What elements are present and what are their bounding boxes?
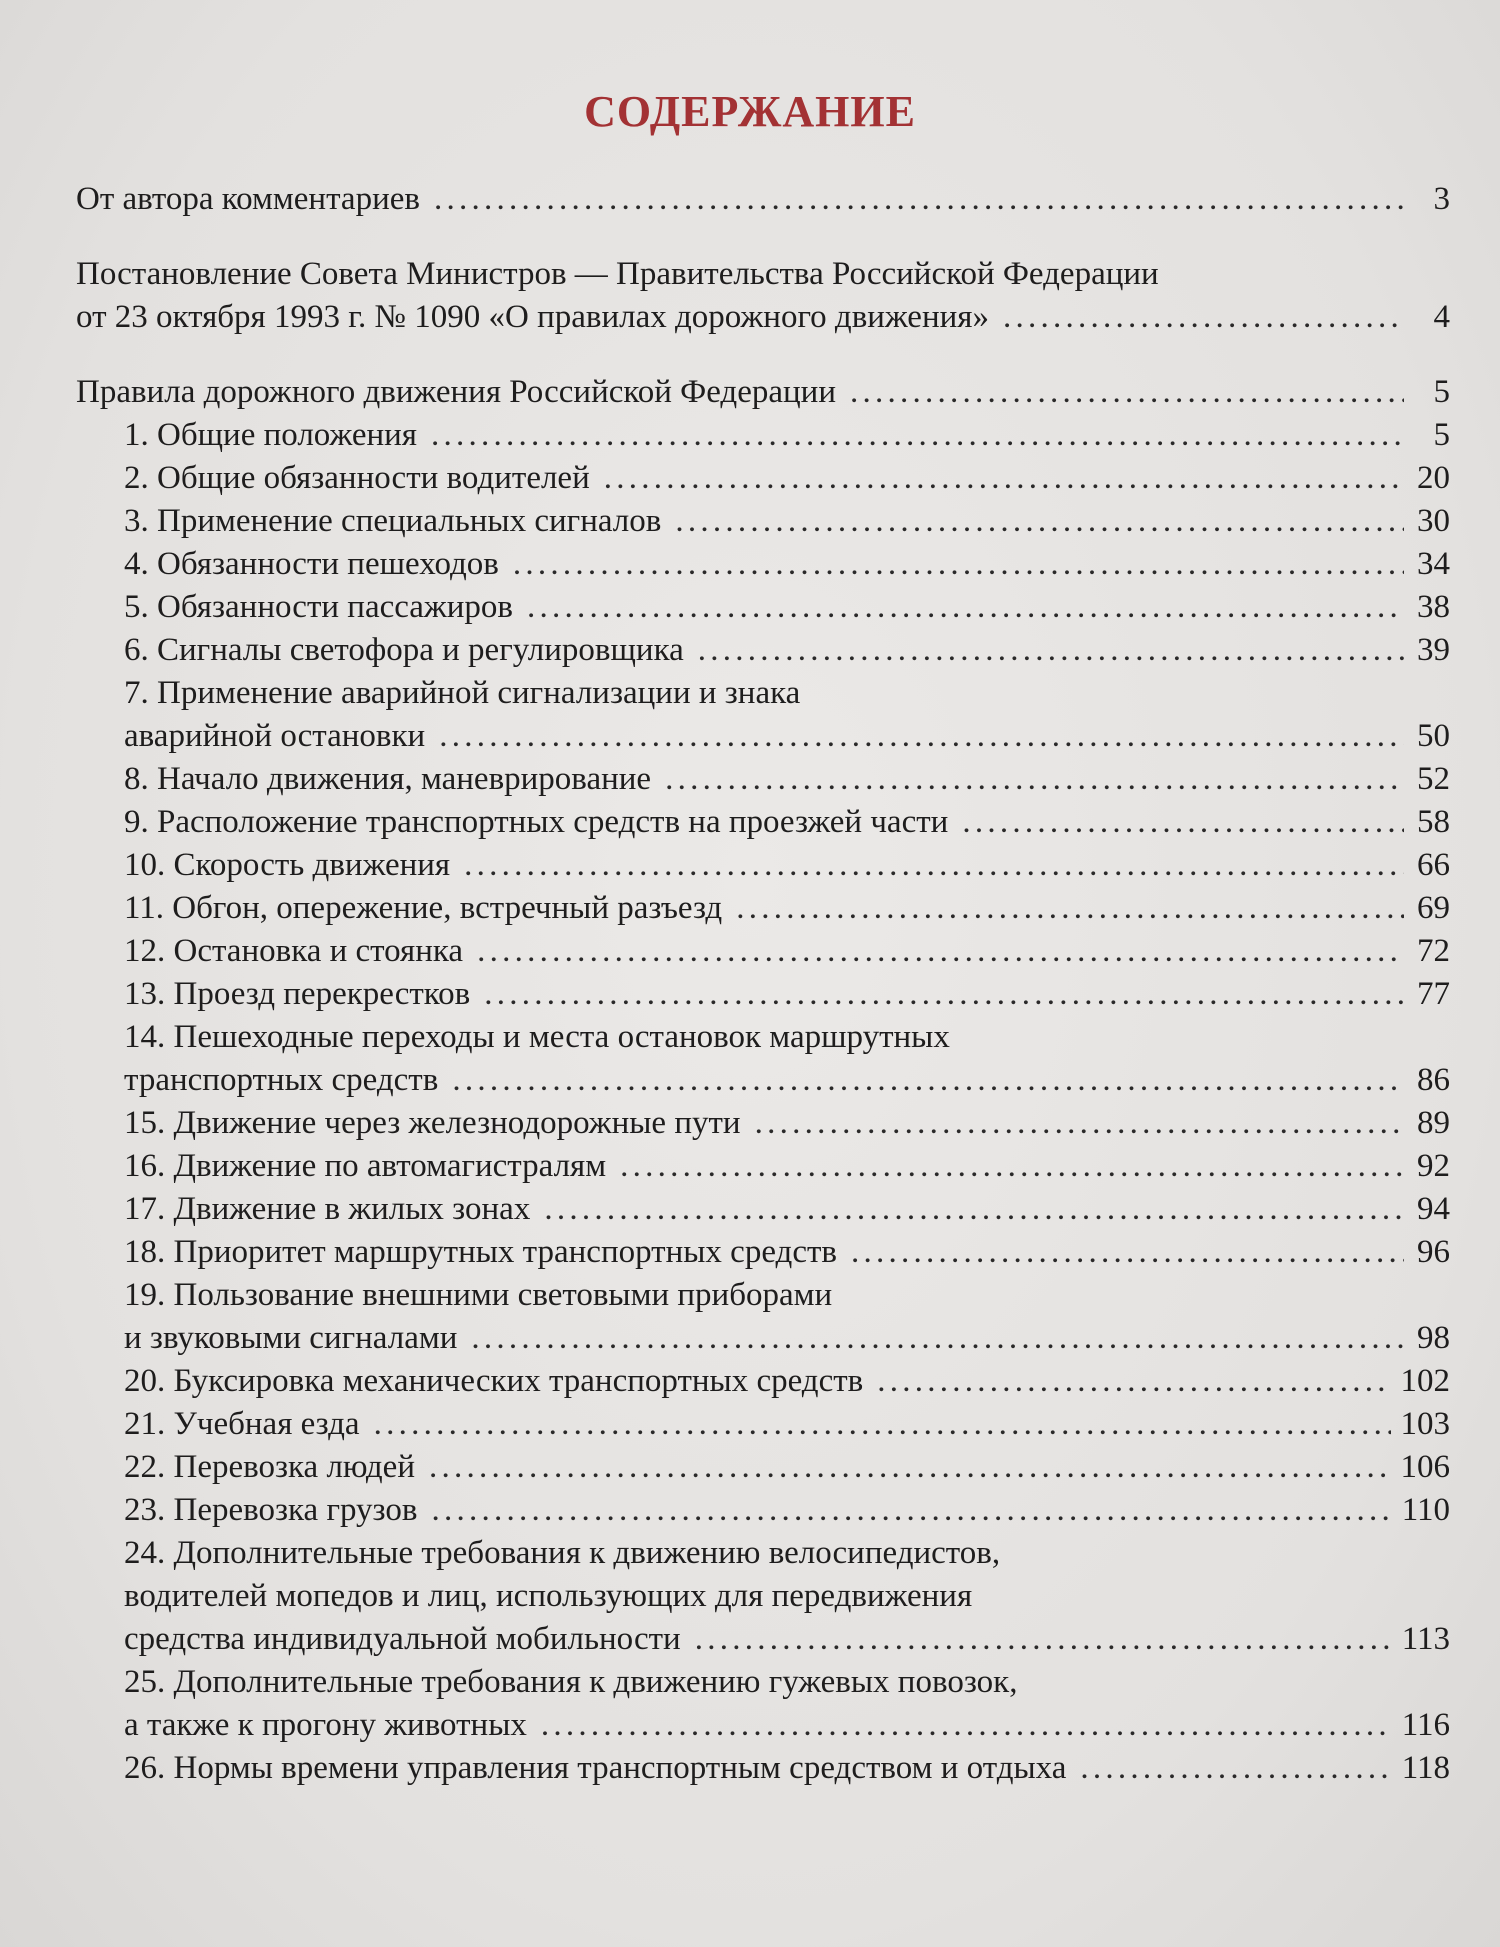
toc-entry-title-line: 24. Дополнительные требования к движению велосипедистов,: [124, 1535, 1001, 1571]
dot-leader: [434, 178, 1404, 221]
toc-entry-title-line: 26. Нормы времени управления транспортным средством и отдыха: [124, 1750, 1067, 1786]
dot-leader: [513, 543, 1404, 586]
toc-page-number: 98: [1417, 1320, 1450, 1356]
toc-page-number: 30: [1417, 503, 1450, 539]
toc-entry-title-line: 7. Применение аварийной сигнализации и знака: [124, 675, 801, 711]
contents-title: СОДЕРЖАНИЕ: [584, 87, 916, 136]
dot-leader: [851, 1231, 1404, 1274]
toc-entry-title-line: 18. Приоритет маршрутных транспортных средств: [124, 1234, 837, 1270]
dot-leader: [850, 371, 1404, 414]
toc-entry-title-line: а также к прогону животных: [124, 1707, 527, 1743]
dot-leader: [464, 844, 1404, 887]
toc-page-number: 77: [1417, 976, 1450, 1012]
toc-page-number: 89: [1417, 1105, 1450, 1141]
dot-leader: [439, 715, 1404, 758]
toc-entry-title-line: 6. Сигналы светофора и регулировщика: [124, 632, 684, 668]
toc-entry-title-line: 19. Пользование внешними световыми приборами: [124, 1277, 833, 1313]
toc-entry: [76, 371, 1450, 414]
dot-leader: [374, 1403, 1391, 1446]
toc-page-number: 69: [1417, 890, 1450, 926]
dot-leader: [604, 457, 1404, 500]
toc-entry: [76, 1102, 1450, 1145]
toc-page-number: 3: [1433, 181, 1450, 217]
toc-page-number: 34: [1417, 546, 1450, 582]
toc-entry: [76, 973, 1450, 1016]
toc-page-number: 39: [1417, 632, 1450, 668]
toc-entry: [76, 1231, 1450, 1274]
dot-leader: [471, 1317, 1404, 1360]
toc-entry: [76, 457, 1450, 500]
toc-entry-title-line: 25. Дополнительные требования к движению гужевых повозок,: [124, 1664, 1018, 1700]
toc-entry: [76, 1188, 1450, 1231]
dot-leader: [665, 758, 1404, 801]
toc-entry-title-line: 2. Общие обязанности водителей: [124, 460, 590, 496]
dot-leader: [544, 1188, 1404, 1231]
toc-page-number: 50: [1417, 718, 1450, 754]
table-of-contents: [76, 178, 1450, 1790]
toc-entry-title-line: 9. Расположение транспортных средств на проезжей части: [124, 804, 949, 840]
toc-entry-title-line: средства индивидуальной мобильности: [124, 1621, 681, 1657]
toc-page-number: 110: [1401, 1492, 1450, 1528]
toc-entry: [76, 930, 1450, 973]
toc-page-number: 116: [1401, 1707, 1450, 1743]
dot-leader: [698, 629, 1404, 672]
toc-entry-title-line: 4. Обязанности пешеходов: [124, 546, 499, 582]
toc-entry: [76, 586, 1450, 629]
dot-leader: [755, 1102, 1404, 1145]
toc-entry: [76, 801, 1450, 844]
toc-entry-title-line: 16. Движение по автомагистралям: [124, 1148, 607, 1184]
toc-entry-title-line: и звуковыми сигналами: [124, 1320, 458, 1356]
toc-page-number: 38: [1417, 589, 1450, 625]
toc-entry: [76, 1016, 1450, 1102]
toc-page-number: 86: [1417, 1062, 1450, 1098]
toc-entry-title-line: 22. Перевозка людей: [124, 1449, 415, 1485]
dot-leader: [527, 586, 1404, 629]
toc-page-number: 92: [1417, 1148, 1450, 1184]
toc-entry-title-line: транспортных средств: [124, 1062, 439, 1098]
toc-entry-title-line: От автора комментариев: [76, 181, 420, 217]
dot-leader: [1080, 1747, 1391, 1790]
toc-entry-title-line: водителей мопедов и лиц, использующих для передвижения: [124, 1578, 973, 1614]
toc-entry-title-line: от 23 октября 1993 г. № 1090 «О правилах дорожного движения»: [76, 299, 989, 335]
dot-leader: [484, 973, 1404, 1016]
toc-entry: [76, 543, 1450, 586]
toc-page-number: 5: [1433, 417, 1450, 453]
dot-leader: [477, 930, 1404, 973]
toc-page-number: 118: [1401, 1750, 1450, 1786]
toc-entry: [76, 758, 1450, 801]
toc-entry-title-line: 10. Скорость движения: [124, 847, 451, 883]
toc-entry: [76, 1274, 1450, 1360]
toc-page-number: 20: [1417, 460, 1450, 496]
dot-leader: [620, 1145, 1404, 1188]
dot-leader: [877, 1360, 1390, 1403]
toc-page-number: 5: [1433, 374, 1450, 410]
toc-page-number: 103: [1400, 1406, 1450, 1442]
toc-entry-title-line: 11. Обгон, опережение, встречный разъезд: [124, 890, 723, 926]
toc-page-number: 52: [1417, 761, 1450, 797]
toc-entry: [76, 414, 1450, 457]
toc-page-number: 4: [1433, 299, 1450, 335]
dot-leader: [1003, 296, 1404, 339]
toc-page-number: 94: [1417, 1191, 1450, 1227]
toc-entry: [76, 629, 1450, 672]
toc-entry: [76, 887, 1450, 930]
dot-leader: [431, 1489, 1391, 1532]
toc-entry-title-line: 23. Перевозка грузов: [124, 1492, 418, 1528]
dot-leader: [452, 1059, 1404, 1102]
toc-entry: [76, 672, 1450, 758]
toc-entry: [76, 1446, 1450, 1489]
toc-page-number: 102: [1400, 1363, 1450, 1399]
toc-entry-title-line: Правила дорожного движения Российской Федерации: [76, 374, 836, 410]
toc-entry: [76, 1360, 1450, 1403]
toc-entry-title-line: 1. Общие положения: [124, 417, 417, 453]
toc-entry-title-line: 13. Проезд перекрестков: [124, 976, 471, 1012]
toc-page-number: 72: [1417, 933, 1450, 969]
toc-entry-title-line: 3. Применение специальных сигналов: [124, 503, 662, 539]
toc-entry: [76, 178, 1450, 221]
toc-entry-title-line: 5. Обязанности пассажиров: [124, 589, 513, 625]
toc-entry-title-line: 17. Движение в жилых зонах: [124, 1191, 531, 1227]
toc-entry: [76, 1403, 1450, 1446]
toc-entry-title-line: Постановление Совета Министров — Правительства Российской Федерации: [76, 256, 1159, 292]
toc-page-number: 96: [1417, 1234, 1450, 1270]
toc-entry: [76, 1661, 1450, 1747]
toc-entry: [76, 500, 1450, 543]
toc-entry-title-line: 21. Учебная езда: [124, 1406, 360, 1442]
toc-entry: [76, 253, 1450, 339]
toc-entry: [76, 1145, 1450, 1188]
toc-entry-title-line: 8. Начало движения, маневрирование: [124, 761, 652, 797]
toc-entry-title-line: аварийной остановки: [124, 718, 426, 754]
toc-entry-title-line: 15. Движение через железнодорожные пути: [124, 1105, 741, 1141]
toc-entry: [76, 844, 1450, 887]
toc-page-number: 66: [1417, 847, 1450, 883]
toc-page-number: 106: [1400, 1449, 1450, 1485]
toc-page-number: 113: [1401, 1621, 1450, 1657]
dot-leader: [962, 801, 1404, 844]
toc-entry-title-line: 14. Пешеходные переходы и места остановок маршрутных: [124, 1019, 950, 1055]
dot-leader: [429, 1446, 1391, 1489]
dot-leader: [695, 1618, 1392, 1661]
toc-entry: [76, 1747, 1450, 1790]
toc-page-number: 58: [1417, 804, 1450, 840]
dot-leader: [431, 414, 1404, 457]
toc-entry-title-line: 20. Буксировка механических транспортных средств: [124, 1363, 864, 1399]
toc-entry: [76, 1489, 1450, 1532]
dot-leader: [736, 887, 1404, 930]
toc-entry-title-line: 12. Остановка и стоянка: [124, 933, 464, 969]
dot-leader: [541, 1704, 1392, 1747]
toc-entry: [76, 1532, 1450, 1661]
dot-leader: [675, 500, 1404, 543]
